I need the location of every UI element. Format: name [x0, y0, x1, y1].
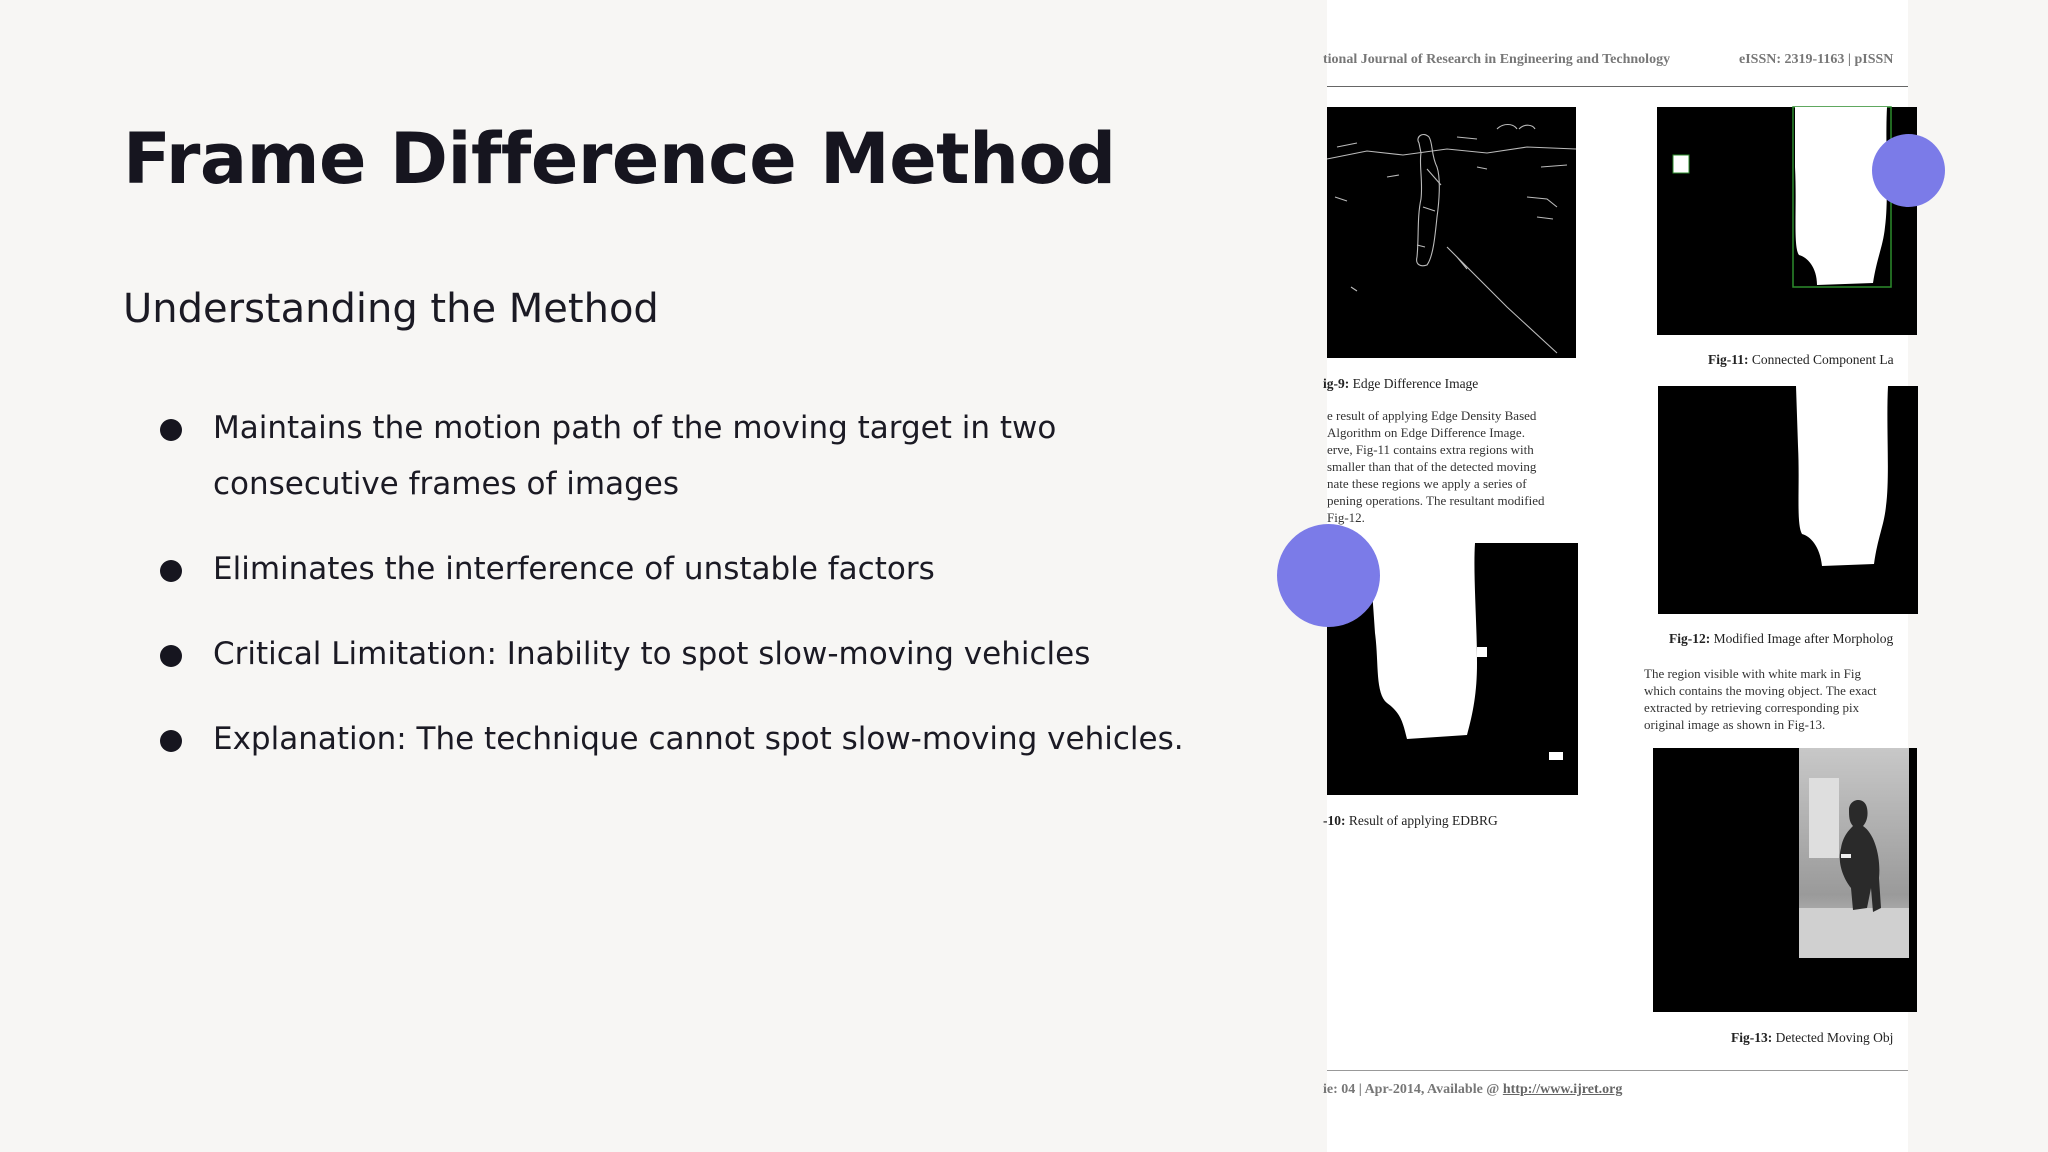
- paragraph-line: e result of applying Edge Density Based: [1327, 408, 1537, 423]
- bullet-item: [160, 626, 1230, 682]
- bullet-text: Eliminates the interference of unstable factors: [213, 551, 935, 587]
- fig-10-caption: [1323, 813, 1498, 829]
- fig-9-caption-text: Edge Difference Image: [1352, 376, 1479, 391]
- fig-11-caption: [1708, 352, 1894, 368]
- paper-excerpt-image: [1323, 0, 1908, 1152]
- bullet-text: Explanation: The technique cannot spot slow-moving vehicles.: [213, 721, 1184, 757]
- paragraph-line: Fig-12.: [1327, 510, 1365, 525]
- fig-13-caption-label: Fig-13:: [1731, 1030, 1773, 1045]
- paper-paragraph-right: [1644, 665, 1924, 733]
- fig-13-detected-object-image: [1653, 748, 1917, 1012]
- paper-header: [1323, 52, 1963, 68]
- fig-9-caption-label: ig-9:: [1323, 376, 1350, 391]
- bullet-text: Maintains the motion path of the moving target in two consecutive frames of images: [213, 410, 1057, 502]
- fig-9-caption: [1323, 376, 1478, 392]
- bullet-list: [160, 400, 1230, 796]
- bullet-text: Critical Limitation: Inability to spot slow-moving vehicles: [213, 636, 1091, 672]
- fig-12-caption-label: Fig-12:: [1669, 631, 1711, 646]
- bullet-item: [160, 541, 1230, 597]
- bullet-dot-icon: [160, 419, 182, 441]
- morphology-blob-graphic: [1658, 386, 1918, 614]
- edge-sketch-graphic: [1327, 107, 1576, 358]
- detected-person-graphic: [1653, 748, 1917, 1012]
- paragraph-line: which contains the moving object. The exact: [1644, 683, 1877, 698]
- slide-subtitle: Understanding the Method: [123, 286, 659, 332]
- paper-footer-link: http://www.ijret.org: [1502, 1082, 1623, 1097]
- fig-13-caption-text: Detected Moving Obj: [1775, 1030, 1894, 1045]
- fig-11-connected-component-image: [1657, 107, 1917, 335]
- fig-10-caption-label: -10:: [1323, 813, 1346, 828]
- bullet-item: [160, 400, 1230, 512]
- fig-11-caption-label: Fig-11:: [1708, 352, 1749, 367]
- paragraph-line: nate these regions we apply a series of: [1327, 476, 1527, 491]
- paper-header-journal: tional Journal of Research in Engineering and Technology: [1323, 52, 1671, 67]
- footer-rule: [1327, 1070, 1908, 1071]
- header-rule: [1327, 86, 1908, 87]
- paper-header-issn: eISSN: 2319-1163 | pISSN: [1739, 52, 1894, 67]
- fig-12-caption-text: Modified Image after Morpholog: [1713, 631, 1894, 646]
- fig-12-caption: [1669, 631, 1893, 647]
- bullet-dot-icon: [160, 645, 182, 667]
- component-graphic: [1657, 107, 1917, 335]
- paragraph-line: smaller than that of the detected moving: [1327, 459, 1537, 474]
- slide-title: Frame Difference Method: [123, 118, 1116, 200]
- fig-11-caption-text: Connected Component La: [1751, 352, 1894, 367]
- paragraph-line: original image as shown in Fig-13.: [1644, 717, 1826, 732]
- fig-9-edge-difference-image: [1327, 107, 1576, 358]
- bullet-dot-icon: [160, 560, 182, 582]
- fig-12-morphology-image: [1658, 386, 1918, 614]
- paragraph-line: extracted by retrieving corresponding pix: [1644, 700, 1860, 715]
- accent-circle-small: [1872, 134, 1945, 207]
- paper-footer-text: ie: 04 | Apr-2014, Available @: [1323, 1082, 1503, 1097]
- paragraph-line: Algorithm on Edge Difference Image.: [1327, 425, 1525, 440]
- paragraph-line: erve, Fig-11 contains extra regions with: [1327, 442, 1534, 457]
- fig-10-caption-text: Result of applying EDBRG: [1348, 813, 1498, 828]
- paragraph-line: The region visible with white mark in Fig: [1644, 666, 1861, 681]
- paragraph-line: pening operations. The resultant modified: [1327, 493, 1545, 508]
- bullet-item: [160, 711, 1230, 767]
- paper-footer: [1323, 1082, 1622, 1098]
- paper-paragraph-left: [1327, 407, 1593, 526]
- bullet-dot-icon: [160, 730, 182, 752]
- fig-13-caption: [1731, 1030, 1893, 1046]
- accent-circle-large: [1277, 524, 1380, 627]
